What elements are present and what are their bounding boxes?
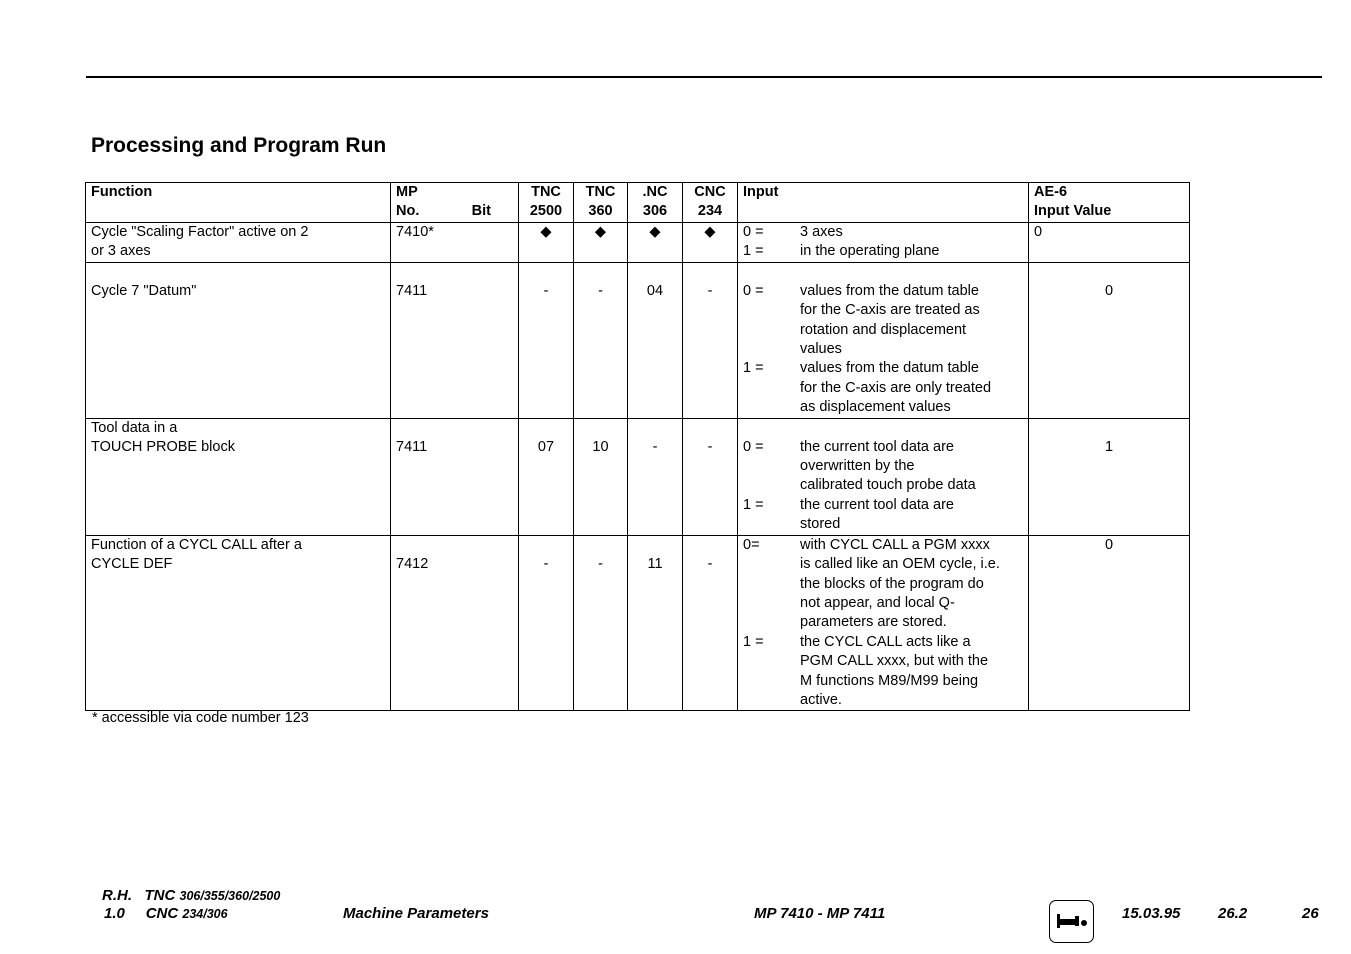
table-row <box>86 222 1190 262</box>
machine-tool-logo-icon <box>1049 900 1094 943</box>
cell-tnc360: ◆ <box>574 222 628 262</box>
header-input: Input <box>738 183 1029 223</box>
input-key: 0 = <box>743 223 764 240</box>
header-ae6 <box>1029 183 1190 223</box>
input-line: stored <box>800 516 841 533</box>
cell-mp: 7412 <box>391 535 519 711</box>
cell-mp: 7411 <box>391 262 519 418</box>
header-tnc360-line1: TNC <box>585 184 616 200</box>
input-key: 0= <box>743 536 760 553</box>
function-line: TOUCH PROBE block <box>91 439 235 456</box>
function-line: or 3 axes <box>91 243 151 260</box>
header-ae6-line1: AE-6 <box>1034 184 1068 200</box>
footer-tnc-label: TNC <box>144 887 176 904</box>
cell-tnc360: 10 <box>574 418 628 535</box>
input-key: 1 = <box>743 243 764 260</box>
cell-input <box>738 222 1029 262</box>
footnote: * accessible via code number 123 <box>92 710 309 726</box>
header-ae6-line2: Input Value <box>1034 203 1112 220</box>
input-line: in the operating plane <box>800 243 940 260</box>
input-line: M functions M89/M99 being <box>800 672 979 689</box>
input-line: the blocks of the program do <box>800 575 984 592</box>
header-rule <box>86 76 1322 78</box>
header-nc306-line2: 306 <box>642 203 668 220</box>
cell-nc306: ◆ <box>628 222 683 262</box>
machine-tool-logo-icon <box>1050 901 1092 941</box>
input-line: the current tool data are <box>800 496 954 513</box>
cell-ae6: 0 <box>1029 222 1190 262</box>
input-line: as displacement values <box>800 399 951 416</box>
header-cnc234-line2: 234 <box>697 203 723 220</box>
cell-ae6: 0 <box>1029 262 1190 418</box>
page-title: Processing and Program Run <box>91 134 387 157</box>
input-line: for the C-axis are only treated <box>800 379 992 396</box>
header-function: Function <box>86 183 391 223</box>
cell-tnc2500: 07 <box>519 418 574 535</box>
header-mp-bit: Bit <box>471 203 491 220</box>
input-line: values from the datum table <box>800 360 979 377</box>
function-line: CYCLE DEF <box>91 556 173 573</box>
cell-ae6: 0 <box>1029 535 1190 711</box>
input-line: parameters are stored. <box>800 614 947 631</box>
table-header-row <box>86 183 1190 223</box>
input-line: active. <box>800 691 842 708</box>
function-line: Function of a CYCL CALL after a <box>91 536 302 553</box>
header-mp-no: No. <box>396 203 420 220</box>
cell-tnc360: - <box>574 262 628 418</box>
cell-cnc234: - <box>683 535 738 711</box>
cell-function <box>86 262 391 418</box>
cell-input <box>738 418 1029 535</box>
footer-section: Machine Parameters <box>343 905 489 922</box>
cell-tnc2500: ◆ <box>519 222 574 262</box>
input-line: rotation and displacement <box>800 321 967 338</box>
input-line: values <box>800 341 842 358</box>
cell-nc306: 11 <box>628 535 683 711</box>
footer-mp-range: MP 7410 - MP 7411 <box>754 905 886 922</box>
footer-author: R.H. <box>102 887 132 904</box>
input-line: not appear, and local Q- <box>800 594 955 611</box>
cell-mp: 7411 <box>391 418 519 535</box>
input-line: overwritten by the <box>800 458 915 475</box>
footer-cnc-models: 234/306 <box>182 907 228 921</box>
input-key: 1 = <box>743 360 764 377</box>
input-line: for the C-axis are treated as <box>800 302 980 319</box>
input-key: 0 = <box>743 282 764 299</box>
input-key: 1 = <box>743 496 764 513</box>
input-line: is called like an OEM cycle, i.e. <box>800 556 1000 573</box>
input-line: values from the datum table <box>800 282 979 299</box>
footer-version: 1.0 <box>104 905 125 922</box>
footer-version-block <box>104 905 228 922</box>
header-mp <box>391 183 519 223</box>
header-nc306 <box>628 183 683 223</box>
cell-tnc2500: - <box>519 535 574 711</box>
input-line: calibrated touch probe data <box>800 477 976 494</box>
input-line: with CYCL CALL a PGM xxxx <box>800 536 990 553</box>
cell-function <box>86 222 391 262</box>
footer-date: 15.03.95 <box>1122 905 1181 922</box>
machine-parameter-table <box>85 182 1190 711</box>
footer-tnc-models: 306/355/360/2500 <box>179 889 281 903</box>
function-line: Cycle 7 "Datum" <box>91 282 197 299</box>
cell-tnc360: - <box>574 535 628 711</box>
cell-function <box>86 535 391 711</box>
table-row <box>86 262 1190 418</box>
cell-nc306: 04 <box>628 262 683 418</box>
cell-cnc234: - <box>683 418 738 535</box>
header-tnc2500-line1: TNC <box>531 184 561 200</box>
footer-cnc-label: CNC <box>145 905 179 922</box>
header-mp-label: MP <box>396 184 418 200</box>
header-tnc2500 <box>519 183 574 223</box>
input-line: the CYCL CALL acts like a <box>800 633 971 650</box>
cell-mp: 7410* <box>391 222 519 262</box>
cell-function <box>86 418 391 535</box>
header-tnc2500-line2: 2500 <box>529 203 563 220</box>
input-line: 3 axes <box>800 223 843 240</box>
header-tnc360-line2: 360 <box>588 203 613 220</box>
footer-author-block <box>102 887 280 904</box>
cell-input <box>738 262 1029 418</box>
cell-input <box>738 535 1029 711</box>
cell-ae6: 1 <box>1029 418 1190 535</box>
cell-cnc234: ◆ <box>683 222 738 262</box>
input-key: 1 = <box>743 633 764 650</box>
table-row <box>86 535 1190 711</box>
cell-cnc234: - <box>683 262 738 418</box>
header-cnc234-line1: CNC <box>694 184 726 200</box>
table-row <box>86 418 1190 535</box>
input-line: PGM CALL xxxx, but with the <box>800 653 989 670</box>
function-line: Tool data in a <box>91 419 178 436</box>
input-line: the current tool data are <box>800 438 954 455</box>
cell-tnc2500: - <box>519 262 574 418</box>
header-nc306-line1: .NC <box>642 184 668 200</box>
function-line: Cycle "Scaling Factor" active on 2 <box>91 223 309 240</box>
footer-chapter: 26.2 <box>1218 905 1248 922</box>
cell-nc306: - <box>628 418 683 535</box>
input-key: 0 = <box>743 438 764 455</box>
header-cnc234 <box>683 183 738 223</box>
footer-page-number: 26 <box>1302 905 1319 922</box>
header-tnc360 <box>574 183 628 223</box>
